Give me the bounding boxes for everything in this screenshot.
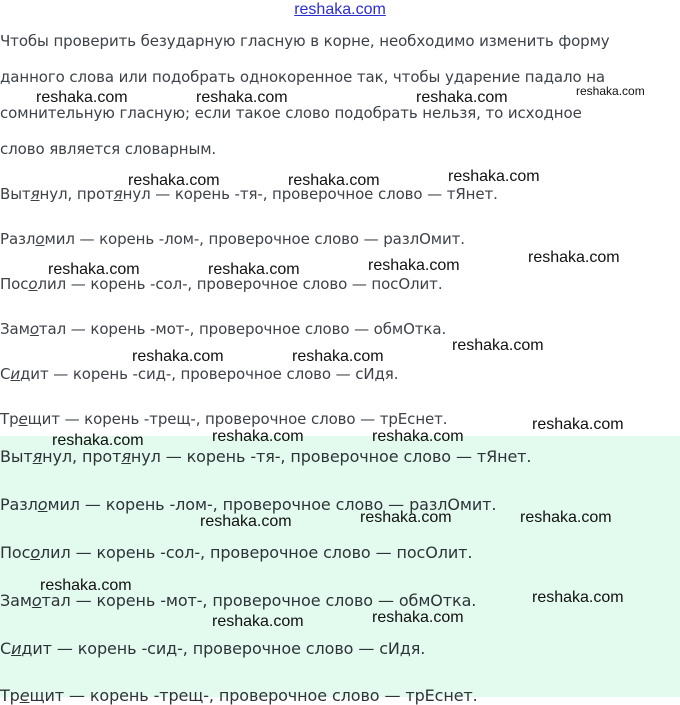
watermark: reshaka.com xyxy=(52,432,144,449)
watermark: reshaka.com xyxy=(40,577,132,594)
watermark: reshaka.com xyxy=(212,428,304,445)
answer-line: Посолил — корень -сол-, проверочное слово — посОлит. xyxy=(0,543,473,562)
watermark: reshaka.com xyxy=(360,509,452,526)
watermark: reshaka.com xyxy=(36,89,128,106)
watermark: reshaka.com xyxy=(372,609,464,626)
watermark: reshaka.com xyxy=(372,428,464,445)
watermark: reshaka.com xyxy=(288,172,380,189)
site-header-link[interactable]: reshaka.com xyxy=(294,1,386,18)
watermark: reshaka.com xyxy=(416,89,508,106)
watermark: reshaka.com xyxy=(520,509,612,526)
watermark: reshaka.com xyxy=(200,513,292,530)
watermark: reshaka.com xyxy=(532,416,624,433)
example-line: Разломил — корень -лом-, проверочное слово — разлОмит. xyxy=(0,230,465,248)
example-line: Сидит — корень -сид-, проверочное слово — сИдя. xyxy=(0,365,399,383)
watermark: reshaka.com xyxy=(196,89,288,106)
watermark: reshaka.com xyxy=(208,261,300,278)
answer-line: Сидит — корень -сид-, проверочное слово — сИдя. xyxy=(0,639,426,658)
intro-line: Чтобы проверить безударную гласную в корне, необходимо изменить форму xyxy=(0,32,610,50)
watermark: reshaka.com xyxy=(48,261,140,278)
answer-line: Разломил — корень -лом-, проверочное слово — разлОмит. xyxy=(0,495,497,514)
watermark: reshaka.com xyxy=(576,84,645,98)
watermark: reshaka.com xyxy=(292,348,384,365)
example-line: Посолил — корень -сол-, проверочное слово — посОлит. xyxy=(0,275,443,293)
watermark: reshaka.com xyxy=(212,613,304,630)
watermark: reshaka.com xyxy=(528,249,620,266)
answer-line: Вытянул, протянул — корень -тя-, проверочное слово — тЯнет. xyxy=(0,447,532,466)
example-line: Замотал — корень -мот-, проверочное слово — обмОтка. xyxy=(0,320,447,338)
example-line: Вытянул, протянул — корень -тя-, проверочное слово — тЯнет. xyxy=(0,185,498,203)
example-line: Трещит — корень -трещ-, проверочное слово — трЕснет. xyxy=(0,410,448,428)
intro-line: слово является словарным. xyxy=(0,140,217,158)
intro-line: данного слова или подобрать однокоренное так, чтобы ударение падало на xyxy=(0,68,605,86)
watermark: reshaka.com xyxy=(452,337,544,354)
answer-line: Трещит — корень -трещ-, проверочное слово — трЕснет. xyxy=(0,686,478,705)
intro-line: сомнительную гласную; если такое слово подобрать нельзя, то исходное xyxy=(0,104,582,122)
answer-line: Замотал — корень -мот-, проверочное слово — обмОтка. xyxy=(0,591,477,610)
watermark: reshaka.com xyxy=(128,172,220,189)
watermark: reshaka.com xyxy=(448,168,540,185)
watermark: reshaka.com xyxy=(132,348,224,365)
watermark: reshaka.com xyxy=(532,589,624,606)
watermark: reshaka.com xyxy=(368,257,460,274)
